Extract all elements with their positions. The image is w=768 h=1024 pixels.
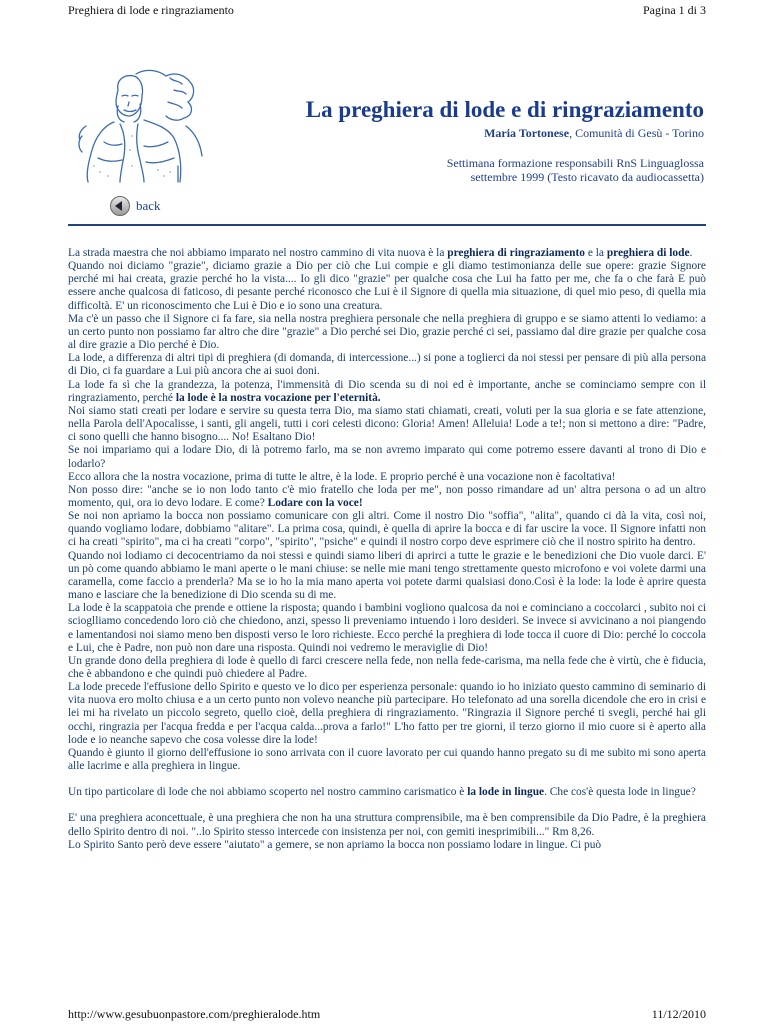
paragraph [68,747,706,773]
print-footer [68,1007,706,1022]
text-run: Se noi non apriamo la bocca non possiamo comunicare con gli altri. Come il nostro Dio "soffia", "alita", quando ci dà la vita, così noi, quando vogliamo lodare, dobbiamo "alitare". La prima cosa, quindi, è quella di aprire la bocca e di far uscire la voce. Il Signore infatti non ci ha creati "spirito", ma ci ha creati "corpo", "spirito", "psiche" e quindi il nostro corpo deve esprimere ciò che il nostro spirito ha dentro. [68,510,706,549]
event-line-2: settembre 1999 (Testo ricavato da audiocassetta) [470,170,704,184]
author-name: Maria Tortonese [484,126,570,140]
paragraph [68,313,706,352]
paragraph [68,471,706,484]
text-run: Noi siamo stati creati per lodare e servire su questa terra Dio, ma siamo stati chiamati, creati, voluti per la sua gloria e se fate attenzione, nella Parola dell'Apocalisse, i santi, gli angeli, tutti i cori celesti dicono: Gloria! Amen! Alleluia! Lode a te!; non si mettono a dire: "Padre, ci sono quelli che hanno bisogno.... No! Esaltano Dio! [68,404,706,444]
bold-text: preghiera di lode [606,247,690,259]
paragraph [68,379,706,405]
paragraph [68,786,706,799]
print-header [68,0,706,20]
text-run: . [689,247,693,259]
text-run: Quando noi lodiamo ci decocentriamo da noi stessi e quindi siamo liberi di aprirci a tutte le grazie e le benedizioni che Dio vuole darci. E' un pò come quando abbiamo le mani aperte o le mani chiuse: se nelle mie mani tengo strettamente questo microfono e voi volete darmi una caramella, come faccio a prenderla? Ma se io ho la mia mano aperta voi potete darmi qualsiasi dono.Così è la lode: la lode è aprire questa mano e lasciare che la benedizione di Dio scenda su di me. [68,549,706,602]
text-run: Ecco allora che la nostra vocazione, prima di tutte le altre, è la lode. E proprio perché è una vocazione non è facoltativa! [68,470,616,483]
text-run: La lode, a differenza di altri tipi di preghiera (di domanda, di intercessione...) si pone a toglierci da noi stessi per pensare di più alla persona di Dio, ci fa guardare a Lui più ancora che ai suoi doni. [68,352,706,378]
paragraph [68,839,706,852]
text-run: Se noi impariamo qui a lodare Dio, di là potremo farlo, ma se non avremo imparato qui come potremo essere davanti al trono di Dio e lodarlo? [68,444,706,470]
back-link[interactable] [110,196,161,216]
author-affiliation: , Comunità di Gesù - Torino [569,126,704,140]
bold-text: la lode in lingue [467,786,545,799]
paragraph [68,260,706,313]
paragraph [68,510,706,549]
text-run: E' una preghiera aconcettuale, è una preghiera che non ha una struttura comprensibile, ma è ben comprensibile da Dio Padre, è la preghiera dello Spirito dentro di noi. "..lo Spirito stesso intercede con insistenza per noi, con gemiti inesprimibili..." Rm 8,26. [68,812,706,838]
text-run: Ma c'è un passo che il Signore ci fa fare, sia nella nostra preghiera personale che nella preghiera di gruppo e se siamo attenti lo vediamo: a un certo punto non possiamo far altro che dire "grazie" a Dio perché sei Dio, grazie perché ci sei, passiamo dal dire grazie per qualche cosa al dire grazie a Dio perché è Dio. [68,312,706,352]
back-arrow-icon[interactable] [110,196,130,216]
text-run: . Che cos'è questa lode in lingue? [544,786,696,799]
text-run: e la [584,247,607,259]
text-run: Non posso dire: "anche se io non lodo tanto c'è mio fratello che loda per me", non posso rimandare ad un' altra persona o ad un altro momento, qui, ora io devo lodare. E come? [68,483,706,509]
event-info [447,156,704,184]
bold-text: preghiera di ringraziamento [447,247,585,259]
paragraph [68,655,706,681]
paragraph [68,247,706,260]
author-line [484,126,704,141]
jesus-shepherd-logo [74,66,208,184]
paragraph [68,812,706,838]
footer-url: http://www.gesubuonpastore.com/preghieralode.htm [68,1007,321,1021]
text-run: Lo Spirito Santo però deve essere "aiutato" a gemere, se non apriamo la bocca non possiamo lodare in lingue. Ci può [68,838,602,851]
event-line-1: Settimana formazione responsabili RnS Linguaglossa [446,156,704,170]
header-page-number: Pagina 1 di 3 [643,2,706,17]
back-label[interactable]: back [136,198,161,213]
bold-text: Lodare con la voce! [267,496,363,509]
paragraph [68,681,706,747]
text-run: Quando è giunto il giorno dell'effusione io sono arrivata con il cuore lavorato per cui quando hanno pregato su di me subito mi sono aperta alle lacrime e alla preghiera in lingue. [68,746,706,773]
paragraph [68,405,706,444]
text-run: Un grande dono della preghiera di lode è quello di farci crescere nella fede, non nella fede-carisma, ma nella fede che è virtù, che è fiducia, che è abbandono e che quindi può chiedere al Padre. [68,654,706,680]
bold-text: la lode è la nostra vocazione per l'eternità. [175,391,381,404]
text-run: La lode fa sì che la grandezza, la potenza, l'immensità di Dio scenda su di noi ed è importante, anche se cominciamo sempre con il ringraziamento, perché [68,378,706,404]
article-title: La preghiera di lode e di ringraziamento [305,97,704,122]
header-doc-title: Preghiera di lode e ringraziamento [68,2,234,17]
paragraph [68,550,706,603]
text-run: La lode precede l'effusione dello Spirito e questo ve lo dico per esperienza personale: quando io ho iniziato questo cammino di seminario di vita nuova ero molto chiusa e a un certo punto non volevo neanche più partecipare. Ho telefonato ad una sorella dicendole che ero in crisi e lei mi ha rivelato un piccolo segreto, quello cioè, della preghiera di ringraziamento. "Ringrazia il Signore perché ti svegli, perché hai gli occhi, ringrazia per l'acqua fredda e per l'acqua calda...prova a farlo!" L'ho fatto per tre giorni, il terzo giorno il mio cuore si è aperto alla lode e io neanche sapevo che cosa volesse dire la lode! [68,681,706,746]
text-run: Quando noi diciamo "grazie", diciamo grazie a Dio per ciò che Lui compie e gli diamo testimonianza delle sue opere: grazie Signore perché mi hai creata, grazie perché ho la vista.... Io gli dico "grazie" per qualche cosa che Lui ha fatto per me, che fa o che farà E può essere anche qualcosa di faticoso, di pesante perché riconosco che Lui è il Signore di quella mia situazione, di quel mio peso, di quella mia difficoltà. E' un riconoscimento che Lui è Dio e io sono una creatura. [68,260,706,312]
paragraph [68,602,706,655]
text-run: La strada maestra che noi abbiamo imparato nel nostro cammino di vita nuova è la [68,247,448,259]
paragraph [68,484,706,510]
header-divider [68,224,706,226]
footer-date: 11/12/2010 [651,1007,706,1021]
text-run: Un tipo particolare di lode che noi abbiamo scoperto nel nostro cammino carismatico è [68,786,468,799]
text-run: La lode è la scappatoia che prende e ottiene la risposta; quando i bambini vogliono qualcosa da noi e cominciano a coccolarci , subito noi ci scioglliamo concedendo loro ciò che chiedono, anzi, spesso li preveniamo intuendo i loro desideri. Se invece si avvicinano a noi piangendo e lamentandosi noi siamo meno ben disposti verso le loro richieste. Ecco perché la preghiera di lode tocca il cuore di Dio: perché lo coccola e Lui, che è Padre, non può non dare una risposta. Quindi noi vedremo le meraviglie di Dio! [68,602,706,654]
paragraph [68,444,706,470]
article-body [68,247,706,852]
paragraph [68,352,706,378]
